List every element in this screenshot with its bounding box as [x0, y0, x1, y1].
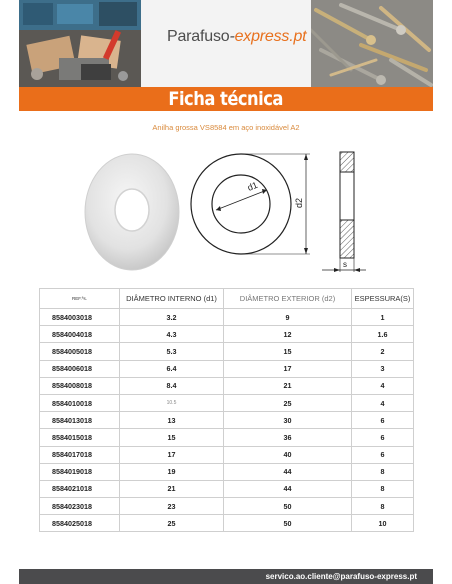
cell-outer-diameter: 44: [224, 463, 352, 480]
cell-thickness: 1: [352, 309, 414, 326]
table-row: [40, 446, 414, 463]
table-header-row: [40, 289, 414, 309]
label-s: s: [343, 260, 347, 269]
cell-outer-diameter: 17: [224, 360, 352, 377]
cell-ref: 8584021018: [40, 480, 120, 497]
cell-ref: 8584015018: [40, 429, 120, 446]
table-row: [40, 360, 414, 377]
spec-table: [39, 288, 414, 532]
header-thickness: ESPESSURA(S): [352, 289, 414, 309]
cell-outer-diameter: 30: [224, 412, 352, 429]
cell-ref: 8584003018: [40, 309, 120, 326]
cell-ref: 8584019018: [40, 463, 120, 480]
screws-photo: [311, 0, 433, 87]
header-inner-diameter: DIÂMETRO INTERNO (d1): [120, 289, 224, 309]
cell-ref: 8584004018: [40, 326, 120, 343]
cell-inner-diameter: 13: [120, 412, 224, 429]
cell-thickness: 3: [352, 360, 414, 377]
side-view-drawing: [318, 148, 368, 276]
cell-thickness: 1.6: [352, 326, 414, 343]
header-banner: [19, 0, 433, 87]
header-outer-diameter: DIÂMETRO EXTERIOR (d2): [224, 289, 352, 309]
table-row: [40, 515, 414, 532]
cell-outer-diameter: 21: [224, 377, 352, 394]
table-row: [40, 326, 414, 343]
brand-accent: express.pt: [234, 28, 307, 45]
cell-inner-diameter: 23: [120, 498, 224, 515]
title-bar: [19, 87, 433, 111]
cell-thickness: 2: [352, 343, 414, 360]
cell-ref: 8584013018: [40, 412, 120, 429]
cell-thickness: 8: [352, 463, 414, 480]
cell-ref: 8584006018: [40, 360, 120, 377]
table-row: [40, 343, 414, 360]
cell-outer-diameter: 25: [224, 394, 352, 411]
cell-thickness: 8: [352, 498, 414, 515]
table-row: [40, 394, 414, 411]
table-row: [40, 309, 414, 326]
cell-outer-diameter: 40: [224, 446, 352, 463]
cell-inner-diameter: 17: [120, 446, 224, 463]
cell-thickness: 4: [352, 394, 414, 411]
cell-inner-diameter: 4.3: [120, 326, 224, 343]
table-row: [40, 429, 414, 446]
cell-outer-diameter: 9: [224, 309, 352, 326]
cell-ref: 8584023018: [40, 498, 120, 515]
cell-outer-diameter: 12: [224, 326, 352, 343]
cell-inner-diameter: 5.3: [120, 343, 224, 360]
brand-dash: -: [229, 28, 235, 45]
brand-main: Parafuso: [167, 28, 230, 45]
cell-inner-diameter: 3.2: [120, 309, 224, 326]
cell-outer-diameter: 44: [224, 480, 352, 497]
workshop-photo: [19, 0, 141, 87]
cell-thickness: 6: [352, 429, 414, 446]
cell-ref: 8584008018: [40, 377, 120, 394]
table-row: [40, 412, 414, 429]
cell-inner-diameter: 10.5: [120, 394, 224, 411]
footer-bar: [19, 569, 433, 584]
page-title: Ficha técnica: [168, 88, 284, 110]
label-d1: d1: [246, 179, 260, 193]
table-row: [40, 463, 414, 480]
table-row: [40, 377, 414, 394]
cell-inner-diameter: 6.4: [120, 360, 224, 377]
cell-thickness: 4: [352, 377, 414, 394]
cell-thickness: 10: [352, 515, 414, 532]
cell-thickness: 6: [352, 412, 414, 429]
table-row: [40, 480, 414, 497]
footer-email-link[interactable]: servico.ao.cliente@parafuso-express.pt: [265, 572, 417, 581]
cell-outer-diameter: 15: [224, 343, 352, 360]
cell-thickness: 8: [352, 480, 414, 497]
cell-inner-diameter: 21: [120, 480, 224, 497]
cell-outer-diameter: 50: [224, 498, 352, 515]
cell-outer-diameter: 50: [224, 515, 352, 532]
cell-ref: 8584010018: [40, 394, 120, 411]
cell-inner-diameter: 15: [120, 429, 224, 446]
cell-inner-diameter: 25: [120, 515, 224, 532]
washer-image: [82, 152, 182, 272]
header-ref: REF.ªs.: [40, 289, 120, 309]
cell-ref: 8584005018: [40, 343, 120, 360]
label-d2: d2: [294, 197, 304, 208]
brand-logo: [167, 28, 306, 46]
table-row: [40, 498, 414, 515]
cell-inner-diameter: 19: [120, 463, 224, 480]
cell-ref: 8584017018: [40, 446, 120, 463]
cell-thickness: 6: [352, 446, 414, 463]
product-subtitle: Anilha grossa VS8584 em aço inoxidável A2: [152, 123, 300, 132]
cell-ref: 8584025018: [40, 515, 120, 532]
cell-outer-diameter: 36: [224, 429, 352, 446]
cell-inner-diameter: 8.4: [120, 377, 224, 394]
front-view-drawing: [188, 150, 312, 258]
